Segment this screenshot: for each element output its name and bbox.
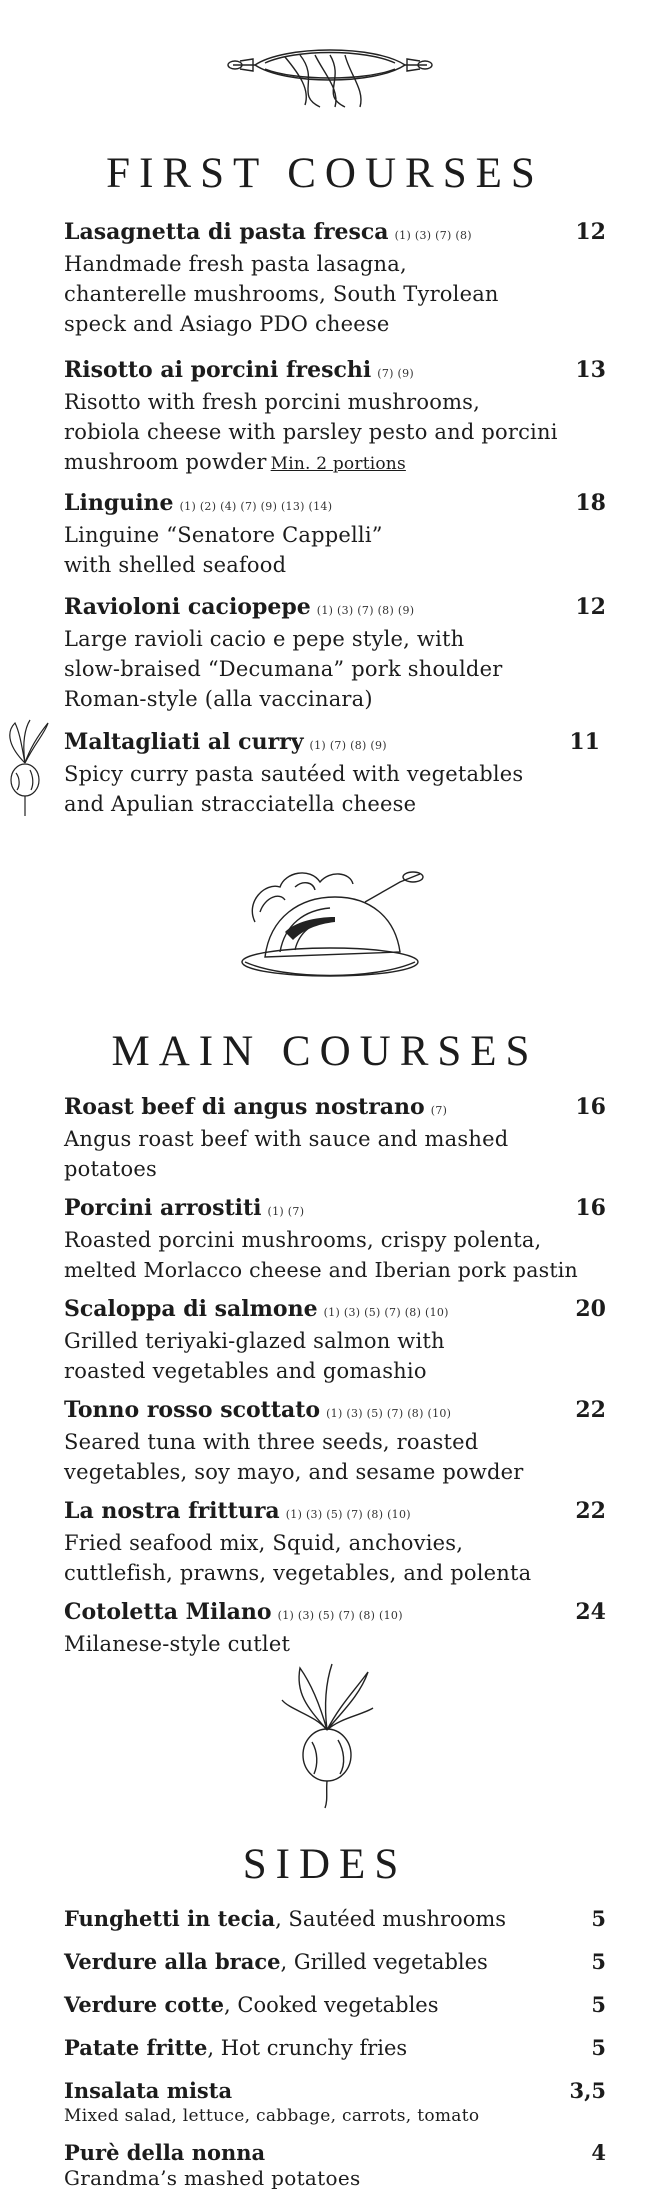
item-name: Verdure cotte — [64, 1992, 225, 2017]
item-name: Purè della nonna — [64, 2140, 266, 2165]
item-description: melted Morlacco cheese and Iberian pork pastin — [64, 1258, 578, 1282]
item-description: and Apulian stracciatella cheese — [64, 792, 417, 816]
item-description: cuttlefish, prawns, vegetables, and polenta — [64, 1561, 532, 1585]
item-description: robiola cheese with parsley pesto and porcini — [64, 420, 558, 444]
item-name: Linguine — [64, 490, 174, 516]
item-description: Fried seafood mix, Squid, anchovies, — [64, 1531, 464, 1555]
item-description: Roman-style (alla vaccinara) — [64, 687, 373, 711]
item-price: 4 — [591, 2140, 606, 2165]
item-name: Maltagliati al curry — [64, 729, 304, 755]
item-name: Insalata mista — [64, 2078, 233, 2103]
item-name: Cotoletta Milano — [64, 1599, 272, 1625]
item-allergens: (1) (3) (7) (8) (9) — [316, 604, 415, 617]
item-price: 12 — [575, 594, 606, 620]
item-description: chanterelle mushrooms, South Tyrolean — [64, 282, 499, 306]
item-price: 13 — [575, 357, 606, 383]
item-description: Spicy curry pasta sautéed with vegetables — [64, 762, 524, 786]
side-item — [64, 2076, 604, 2126]
item-description: Milanese-style cutlet — [64, 1632, 291, 1656]
first-courses-title: FIRST COURSES — [106, 150, 544, 197]
item-description: potatoes — [64, 1157, 157, 1181]
menu-item — [64, 1191, 604, 1285]
item-name: Patate fritte — [64, 2035, 208, 2060]
item-allergens: (1) (3) (5) (7) (8) (10) — [277, 1609, 403, 1622]
item-price: 24 — [575, 1599, 606, 1625]
item-description: Risotto with fresh porcini mushrooms, — [64, 390, 481, 414]
item-price: 5 — [591, 1949, 606, 1974]
beet-icon — [0, 718, 50, 818]
item-price: 22 — [575, 1397, 606, 1423]
item-description: , Grilled vegetables — [280, 1950, 488, 1974]
item-price: 5 — [591, 2035, 606, 2060]
item-price: 11 — [569, 729, 600, 755]
item-price: 22 — [575, 1498, 606, 1524]
item-description: Grilled teriyaki-glazed salmon with — [64, 1329, 445, 1353]
menu-item — [64, 353, 604, 479]
menu-item — [64, 486, 604, 580]
item-price: 16 — [575, 1195, 606, 1221]
side-item — [64, 1904, 604, 1934]
item-price: 16 — [575, 1094, 606, 1120]
menu-item — [64, 215, 604, 339]
main-courses-title: MAIN COURSES — [111, 1028, 539, 1075]
item-allergens: (1) (3) (5) (7) (8) (10) — [326, 1407, 452, 1420]
menu-item — [64, 725, 604, 819]
item-description: Angus roast beef with sauce and mashed — [64, 1127, 509, 1151]
item-allergens: (1) (3) (5) (7) (8) (10) — [323, 1306, 449, 1319]
item-name: Ravioloni caciopepe — [64, 594, 311, 620]
item-price: 3,5 — [569, 2078, 606, 2103]
item-price: 20 — [575, 1296, 606, 1322]
item-price: 18 — [575, 490, 606, 516]
item-description: mushroom powder — [64, 450, 267, 474]
item-description: , Cooked vegetables — [224, 1993, 439, 2017]
item-description: , Sautéed mushrooms — [275, 1907, 507, 1931]
item-allergens: (1) (7) — [267, 1205, 305, 1218]
side-item — [64, 1947, 604, 1977]
rolling-pin-icon — [225, 35, 435, 115]
item-description: Grandma’s mashed potatoes — [64, 2166, 361, 2190]
item-description: Roasted porcini mushrooms, crispy polenta, — [64, 1228, 542, 1252]
item-description: , Hot crunchy fries — [207, 2036, 408, 2060]
item-allergens: (7) (9) — [377, 367, 414, 380]
item-allergens: (1) (3) (5) (7) (8) (10) — [285, 1508, 411, 1521]
menu-item — [64, 1393, 604, 1487]
item-name: Scaloppa di salmone — [64, 1296, 318, 1322]
item-name: La nostra frittura — [64, 1498, 280, 1524]
item-allergens: (1) (2) (4) (7) (9) (13) (14) — [179, 500, 333, 513]
item-price: 5 — [591, 1906, 606, 1931]
item-name: Funghetti in tecia — [64, 1906, 276, 1931]
min-portions-note: Min. 2 portions — [270, 454, 406, 474]
item-allergens: (1) (3) (7) (8) — [394, 229, 472, 242]
item-price: 12 — [575, 219, 606, 245]
item-name: Porcini arrostiti — [64, 1195, 262, 1221]
item-description: with shelled seafood — [64, 553, 287, 577]
side-item — [64, 1990, 604, 2020]
item-description: Handmade fresh pasta lasagna, — [64, 252, 407, 276]
item-description: Linguine “Senatore Cappelli” — [64, 523, 383, 547]
item-description: Large ravioli cacio e pepe style, with — [64, 627, 465, 651]
item-name: Verdure alla brace — [64, 1949, 281, 1974]
cloche-icon — [225, 862, 435, 982]
item-description: slow-braised “Decumana” pork shoulder — [64, 657, 503, 681]
menu-item — [64, 1090, 604, 1184]
item-description: Mixed salad, lettuce, cabbage, carrots, tomato — [64, 2106, 480, 2126]
menu-item — [64, 1595, 604, 1659]
menu-item — [64, 1494, 604, 1588]
item-name: Tonno rosso scottato — [64, 1397, 321, 1423]
side-item — [64, 2140, 604, 2190]
item-allergens: (7) — [430, 1104, 448, 1117]
beet-icon — [280, 1660, 375, 1810]
menu-item — [64, 590, 604, 714]
item-allergens: (1) (7) (8) (9) — [309, 739, 387, 752]
item-name: Roast beef di angus nostrano — [64, 1094, 425, 1120]
item-name: Lasagnetta di pasta fresca — [64, 219, 389, 245]
item-description: roasted vegetables and gomashio — [64, 1359, 427, 1383]
menu-item — [64, 1292, 604, 1386]
item-price: 5 — [591, 1992, 606, 2017]
sides-title: SIDES — [242, 1841, 408, 1888]
item-description: vegetables, soy mayo, and sesame powder — [64, 1460, 524, 1484]
side-item — [64, 2033, 604, 2063]
item-name: Risotto ai porcini freschi — [64, 357, 372, 383]
item-description: Seared tuna with three seeds, roasted — [64, 1430, 479, 1454]
item-description: speck and Asiago PDO cheese — [64, 312, 390, 336]
